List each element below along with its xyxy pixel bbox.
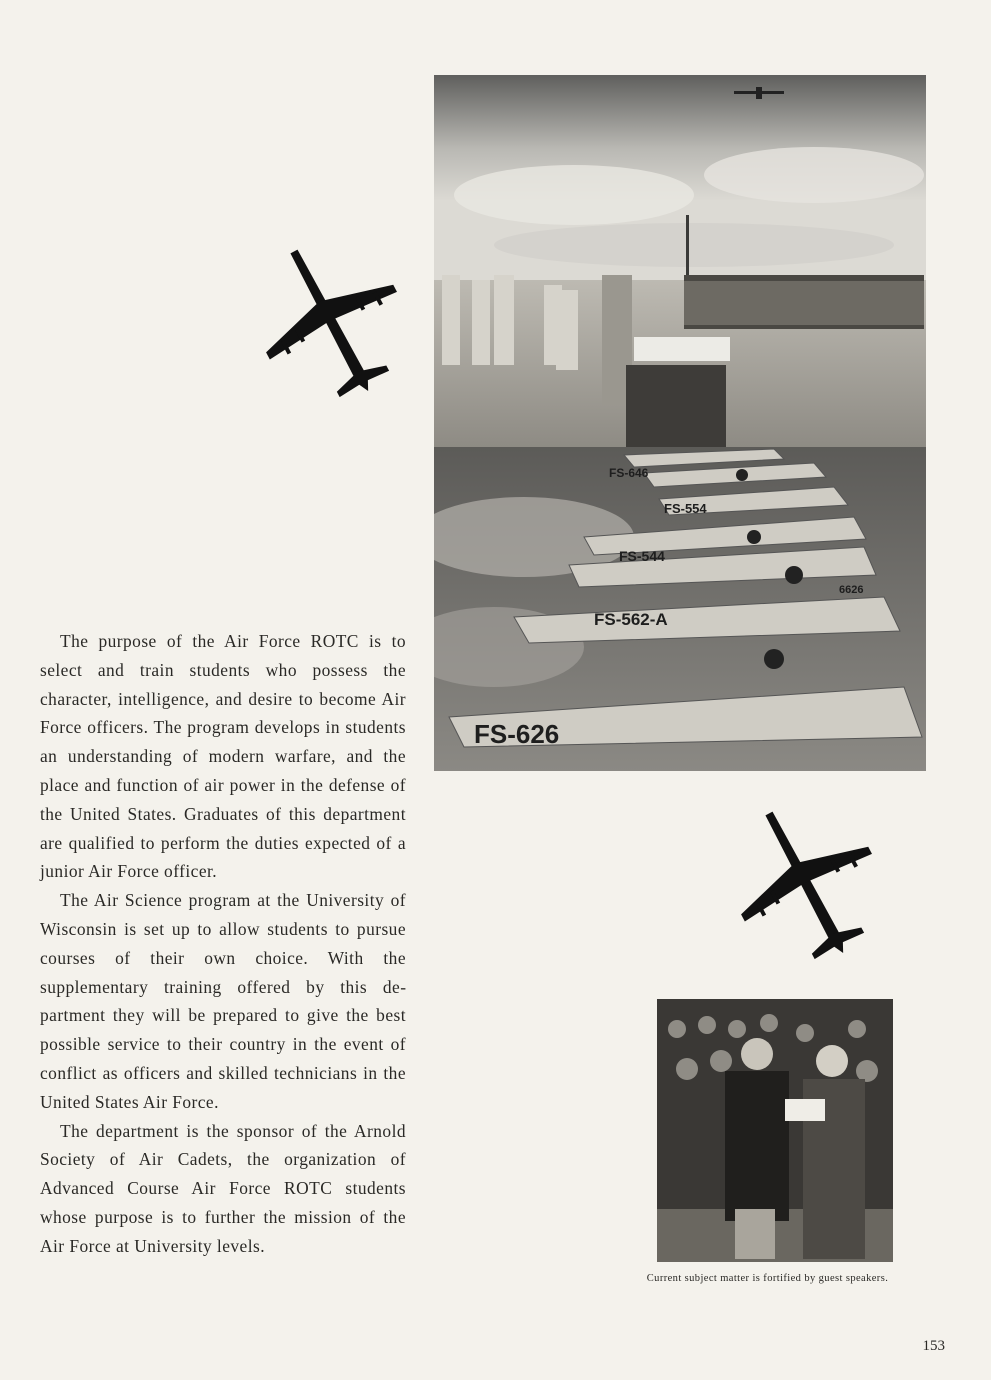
- jet-marking: FS-554: [664, 501, 707, 516]
- paragraph: The purpose of the Air Force ROTC is to select and train students who possess the character, intelligence, and desire to become Air Force officers. The program develops in students an understanding of modern warfare, and the place and function of air power in the defense of the United States. Graduates of this department are qualified to perform the duties expected of a junior Air Force officer.: [40, 631, 406, 882]
- article-body: [40, 627, 406, 1261]
- jet-marking: 6626: [839, 584, 864, 596]
- jet-marking: FS-544: [619, 548, 665, 564]
- page-number: 153: [922, 1338, 945, 1354]
- jet-formation-photo: [434, 447, 926, 771]
- guest-speakers-photo: [657, 999, 893, 1262]
- photo-caption: Current subject matter is fortified by guest speakers.: [646, 1273, 889, 1284]
- jet-marking: FS-646: [609, 466, 649, 480]
- paragraph: The department is the sponsor of the Arnold Society of Air Cadets, the organization of Advanced Course Air Force ROTC students whose purpose is to further the mission of the Air Force at University levels.: [40, 1120, 406, 1256]
- plane-silhouette-icon: [258, 238, 406, 408]
- plane-silhouette-icon: [733, 800, 881, 970]
- jet-marking: FS-562-A: [594, 610, 668, 629]
- ceremony-photo: [434, 75, 926, 447]
- paragraph: The Air Science program at the University of Wisconsin is set up to allow students to pursue courses of their own choice. With the supplementary training offered by this department they will be prepared to give the best possible service to their country in the event of conflict as officers and skilled technicians in the United States Air Force.: [40, 890, 406, 1112]
- jet-marking: FS-626: [474, 719, 560, 749]
